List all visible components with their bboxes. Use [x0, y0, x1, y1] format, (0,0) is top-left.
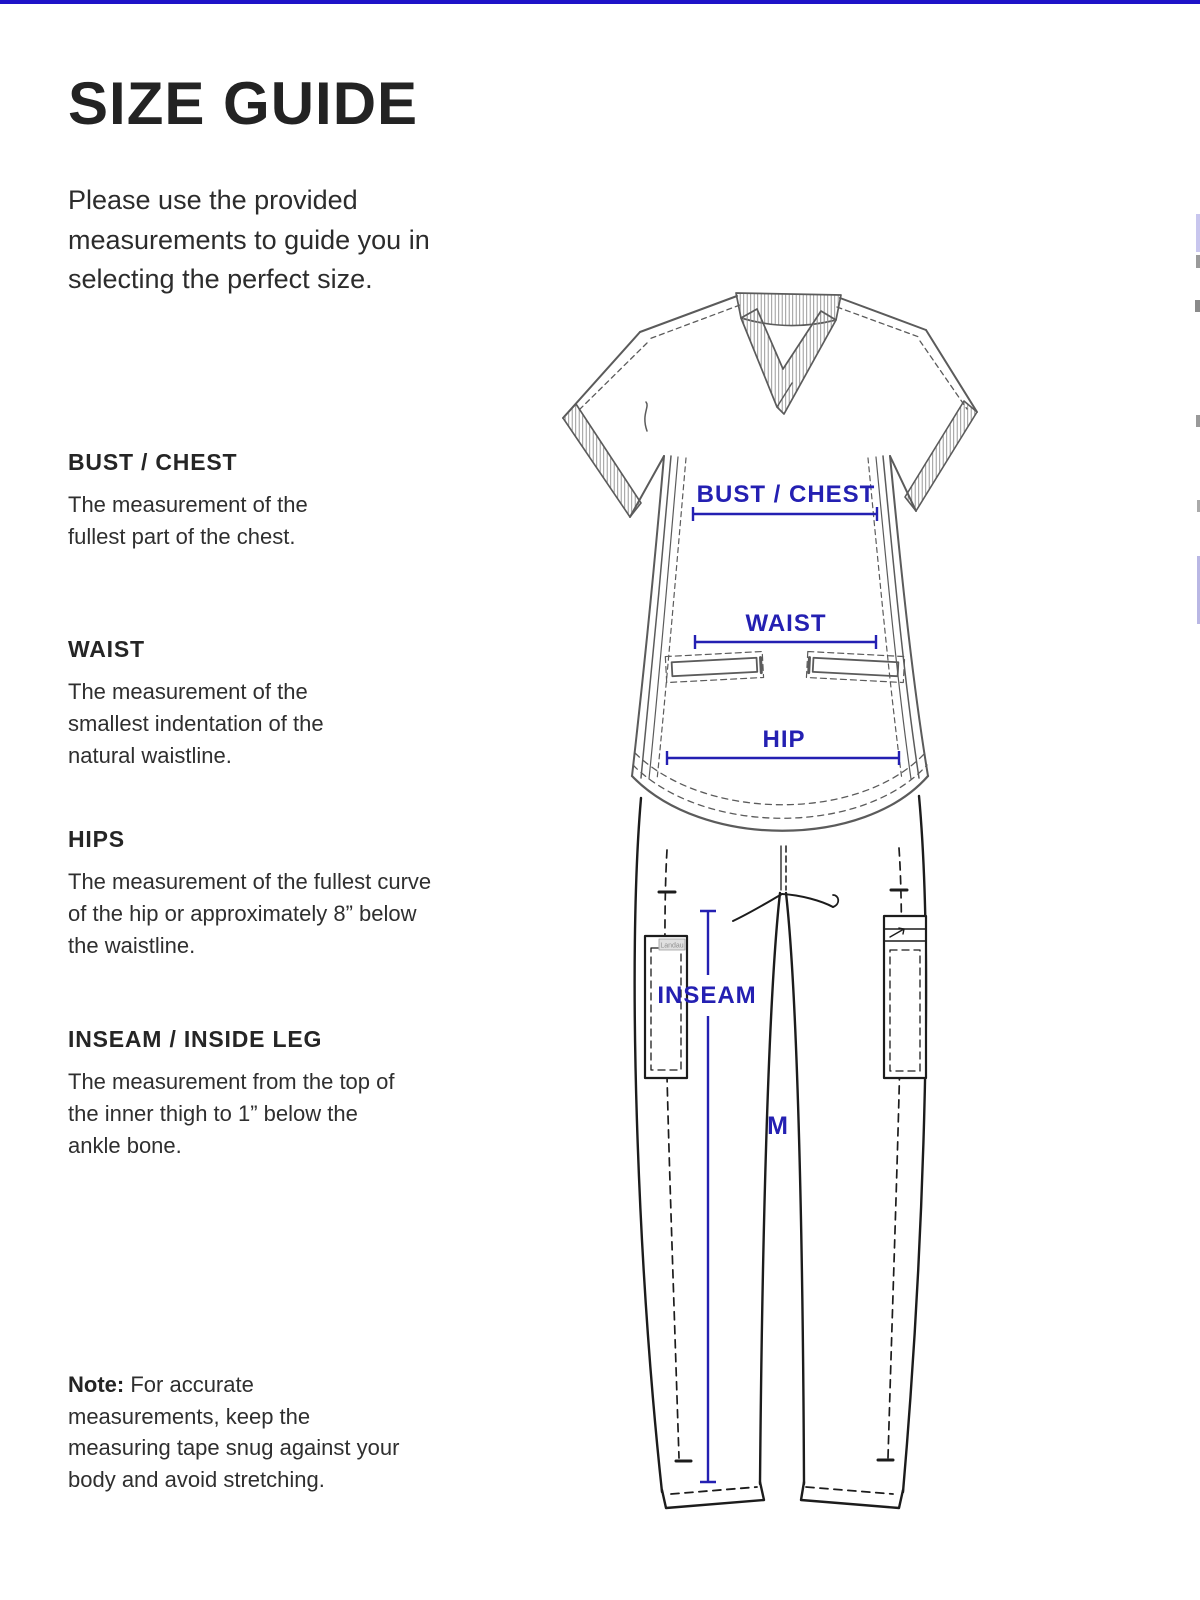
page-edge-artifact — [1196, 214, 1200, 252]
section-body: The measurement of the smallest indentation of the natural waistline. — [68, 679, 324, 768]
section-bust-chest — [68, 449, 356, 553]
section-heading: BUST / CHEST — [68, 449, 238, 475]
bust-measure-line — [693, 507, 877, 521]
intro-text: Please use the provided measurements to guide you in selecting the perfect size. — [68, 185, 430, 295]
top-accent-border — [0, 0, 1200, 4]
section-body: The measurement of the fullest curve of the hip or approximately 8” below the waistline. — [68, 869, 432, 958]
welt-pocket-left — [665, 652, 763, 683]
size-letter-label: M — [767, 1112, 789, 1140]
inseam-measure-label: INSEAM — [657, 982, 757, 1009]
section-inseam — [68, 1026, 400, 1162]
measurement-annotations — [657, 481, 899, 1482]
scrub-pants-drawing — [635, 796, 926, 1508]
cargo-pocket-right — [884, 916, 926, 1078]
section-hips — [68, 826, 450, 962]
scrubs-measurement-diagram — [540, 282, 1015, 1520]
hanger-loop — [645, 402, 647, 431]
sleeve-cuff-left — [563, 404, 641, 517]
section-heading: WAIST — [68, 636, 145, 662]
note — [68, 1369, 406, 1496]
section-body: The measurement from the top of the inner thigh to 1” below the ankle bone. — [68, 1069, 395, 1158]
section-body: The measurement of the fullest part of the chest. — [68, 492, 308, 549]
bust-measure-label: BUST / CHEST — [696, 481, 876, 508]
section-heading: HIPS — [68, 826, 125, 852]
waist-measure-line — [695, 635, 876, 649]
page-edge-artifact — [1196, 255, 1200, 268]
page-edge-artifact — [1195, 300, 1200, 312]
section-waist — [68, 636, 370, 772]
v-neck-collar — [736, 293, 841, 414]
page-title: SIZE GUIDE — [68, 70, 419, 137]
waist-measure-label: WAIST — [745, 610, 827, 637]
note-label: Note: — [68, 1372, 125, 1397]
hip-measure-label: HIP — [762, 726, 806, 753]
page-edge-artifact — [1196, 415, 1200, 427]
section-heading: INSEAM / INSIDE LEG — [68, 1026, 323, 1052]
note-text: For accurate measurements, keep the measuring tape snug against your body and avoid stretching. — [68, 1372, 400, 1493]
sleeve-cuff-right — [905, 401, 977, 511]
pocket-brand-label: Landau — [660, 942, 684, 950]
